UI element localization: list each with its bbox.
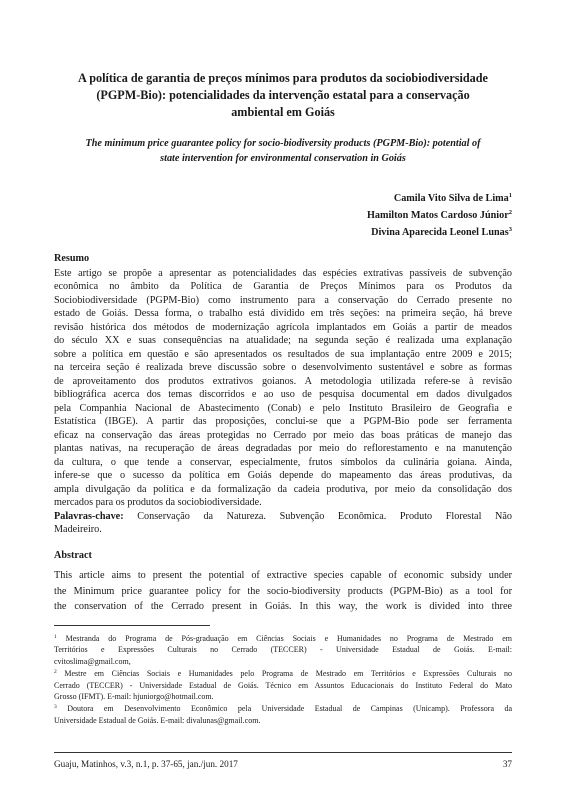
resumo-body <box>54 267 512 537</box>
resumo-line: infere-se que o sucesso da política em Goiás depende do mapeamento das áreas produtivas, da <box>54 470 512 482</box>
resumo-line: eficaz na conservação das áreas protegidas no Cerrado por meio das boas práticas de manejo das <box>54 429 512 441</box>
resumo-line: na terceira seção é realizada breve discussão sobre o desenvolvimento sustentável e sobre as formas <box>54 362 512 374</box>
author-name: Hamilton Matos Cardoso Júnior <box>366 210 509 221</box>
footnote-text: Mestranda do Programa de Pós-graduação em Ciências Sociais e Humanidades no Programa de Mestrado em <box>56 634 512 643</box>
keywords-text: Conservação da Natureza. Subvenção Econômica. Produto Florestal Não <box>123 510 512 522</box>
author-footnote-mark[interactable]: 1 <box>508 192 512 199</box>
resumo-line: ampla divulgação da política e da formalização da cadeia produtiva, por meio da consolidação dos <box>54 483 512 495</box>
footnote-divider <box>54 625 210 626</box>
author-name: Camila Vito Silva de Lima <box>393 193 509 204</box>
abstract-line: the Minimum price guarantee policy for the socio-biodiversity products (PGPM-Bio) as a tool for <box>54 585 512 597</box>
resumo-heading: Resumo <box>54 253 90 264</box>
title-line: (PGPM-Bio): potencialidades da intervenção estatal para a conservação <box>96 88 470 102</box>
resumo-line: Sociobiodiversidade (PGPM-Bio) como instrumento para a conservação do Cerrado presente no <box>54 294 512 306</box>
footnote-line: Cerrado (TECCER) - Universidade Estadual de Goiás. Técnico em Assuntos Educacionais do Instituto Federal do Mato <box>54 680 512 690</box>
article-title <box>60 70 506 121</box>
footnote-mark: 2 <box>54 669 57 676</box>
resumo-line: estado de Goiás. Dessa forma, o trabalho está dividido em três seções: na primeira seção, há breve <box>54 308 512 320</box>
keywords-line: Madeireiro. <box>54 524 102 536</box>
resumo-line: econômica no âmbito da Política de Garantia de Preços Mínimos para os Produtos da <box>54 281 512 293</box>
footnotes <box>54 633 512 727</box>
footnote-text: Doutora em Desenvolvimento Econômico pela Universidade Estadual de Campinas (Unicamp). Professora da <box>56 704 512 714</box>
footnote-2 <box>54 668 512 702</box>
footnote-mark: 3 <box>54 704 57 711</box>
english-title <box>60 136 506 166</box>
keywords-label: Palavras-chave: <box>54 510 124 522</box>
resumo-line: pela Companhia Nacional de Abastecimento (Conab) e pelo Instituto Brasileiro de Geografia e <box>54 402 512 414</box>
footnote-line: cvitoslima@gmail.com, <box>54 656 131 666</box>
title-line: A política de garantia de preços mínimos para produtos da sociobiodiversidade <box>78 71 488 85</box>
resumo-line: mercados para os produtos da sociobiodiversidade. <box>54 497 262 509</box>
author-footnote-mark[interactable]: 2 <box>508 209 512 216</box>
resumo-line: plantas nativas, na recuperação de áreas degradadas por meio do reflorestamento e na manutenção <box>54 443 512 455</box>
resumo-line: sobre a política em questão e são apresentados os resultados de sua implantação entre 2009 e 2015; <box>54 348 512 360</box>
resumo-line: do século XX e suas consequências na atualidade; na segunda seção é realizada uma explanação <box>54 335 512 347</box>
footnote-line <box>54 668 512 679</box>
footnote-3 <box>54 703 512 726</box>
footnote-line: Territórios e Expressões Culturais no Cerrado (TECCER) - Universidade Estadual de Goiás. E-mail: <box>54 645 512 655</box>
author-list <box>367 190 512 241</box>
resumo-line: Estatística (IBGE). A partir das proposições, conclui-se que a PGPM-Bio pode ser ferramenta <box>54 416 512 428</box>
resumo-line: de aproveitamento dos produtos extrativos goianos. A metodologia utilizada refere-se à revisão <box>54 375 512 387</box>
resumo-line: Este artigo se propõe a apresentar as potencialidades das espécies extrativas passíveis de subvenção <box>54 268 512 279</box>
english-title-line: state intervention for environmental conservation in Goiás <box>160 153 406 164</box>
resumo-line: bibliográfica acerca dos temas discorridos e ao uso de pesquisa documental em dados divulgados <box>54 389 512 401</box>
resumo-line: da cultura, o que tende a conservar, especialmente, frutos símbolos da culinária goiana. Ainda, <box>54 456 512 468</box>
footnote-mark: 1 <box>54 634 57 640</box>
footnote-text: Mestre em Ciências Sociais e Humanidades pelo Programa de Mestrado em Territórios e Expressões Culturais no <box>56 669 512 679</box>
author-name: Divina Aparecida Leonel Lunas <box>371 227 509 238</box>
footnote-line <box>54 633 512 644</box>
journal-citation: Guaju, Matinhos, v.3, n.1, p. 37-65, jan./jun. 2017 <box>54 759 238 769</box>
author-entry <box>367 224 512 241</box>
abstract-heading: Abstract <box>54 550 92 561</box>
title-line: ambiental em Goiás <box>231 105 335 119</box>
footnote-line: Grosso (IFMT). E-mail: hjuniorgo@hotmail.com. <box>54 692 214 702</box>
author-entry <box>367 190 512 207</box>
author-entry <box>367 207 512 224</box>
footnote-1 <box>54 633 512 667</box>
page-number: 37 <box>502 759 512 769</box>
author-footnote-mark[interactable]: 3 <box>508 226 512 233</box>
footnote-line <box>54 703 512 714</box>
resumo-line: revisão histórica dos métodos de modernização agrícola implantados em Goiás a partir de meados <box>54 321 512 333</box>
abstract-body <box>54 568 512 615</box>
abstract-line: This article aims to present the potential of extractive species capable of economic subsidy under <box>54 570 512 581</box>
footer-divider <box>54 752 512 753</box>
abstract-line: the conservation of the Cerrado present in Goiás. In this way, the work is divided into three <box>54 601 512 612</box>
footnote-line: Universidade Estadual de Goiás. E-mail: divalunas@gmail.com. <box>54 715 261 725</box>
english-title-line: The minimum price guarantee policy for socio-biodiversity products (PGPM-Bio): potential of <box>85 138 481 149</box>
keywords-line <box>54 510 512 523</box>
